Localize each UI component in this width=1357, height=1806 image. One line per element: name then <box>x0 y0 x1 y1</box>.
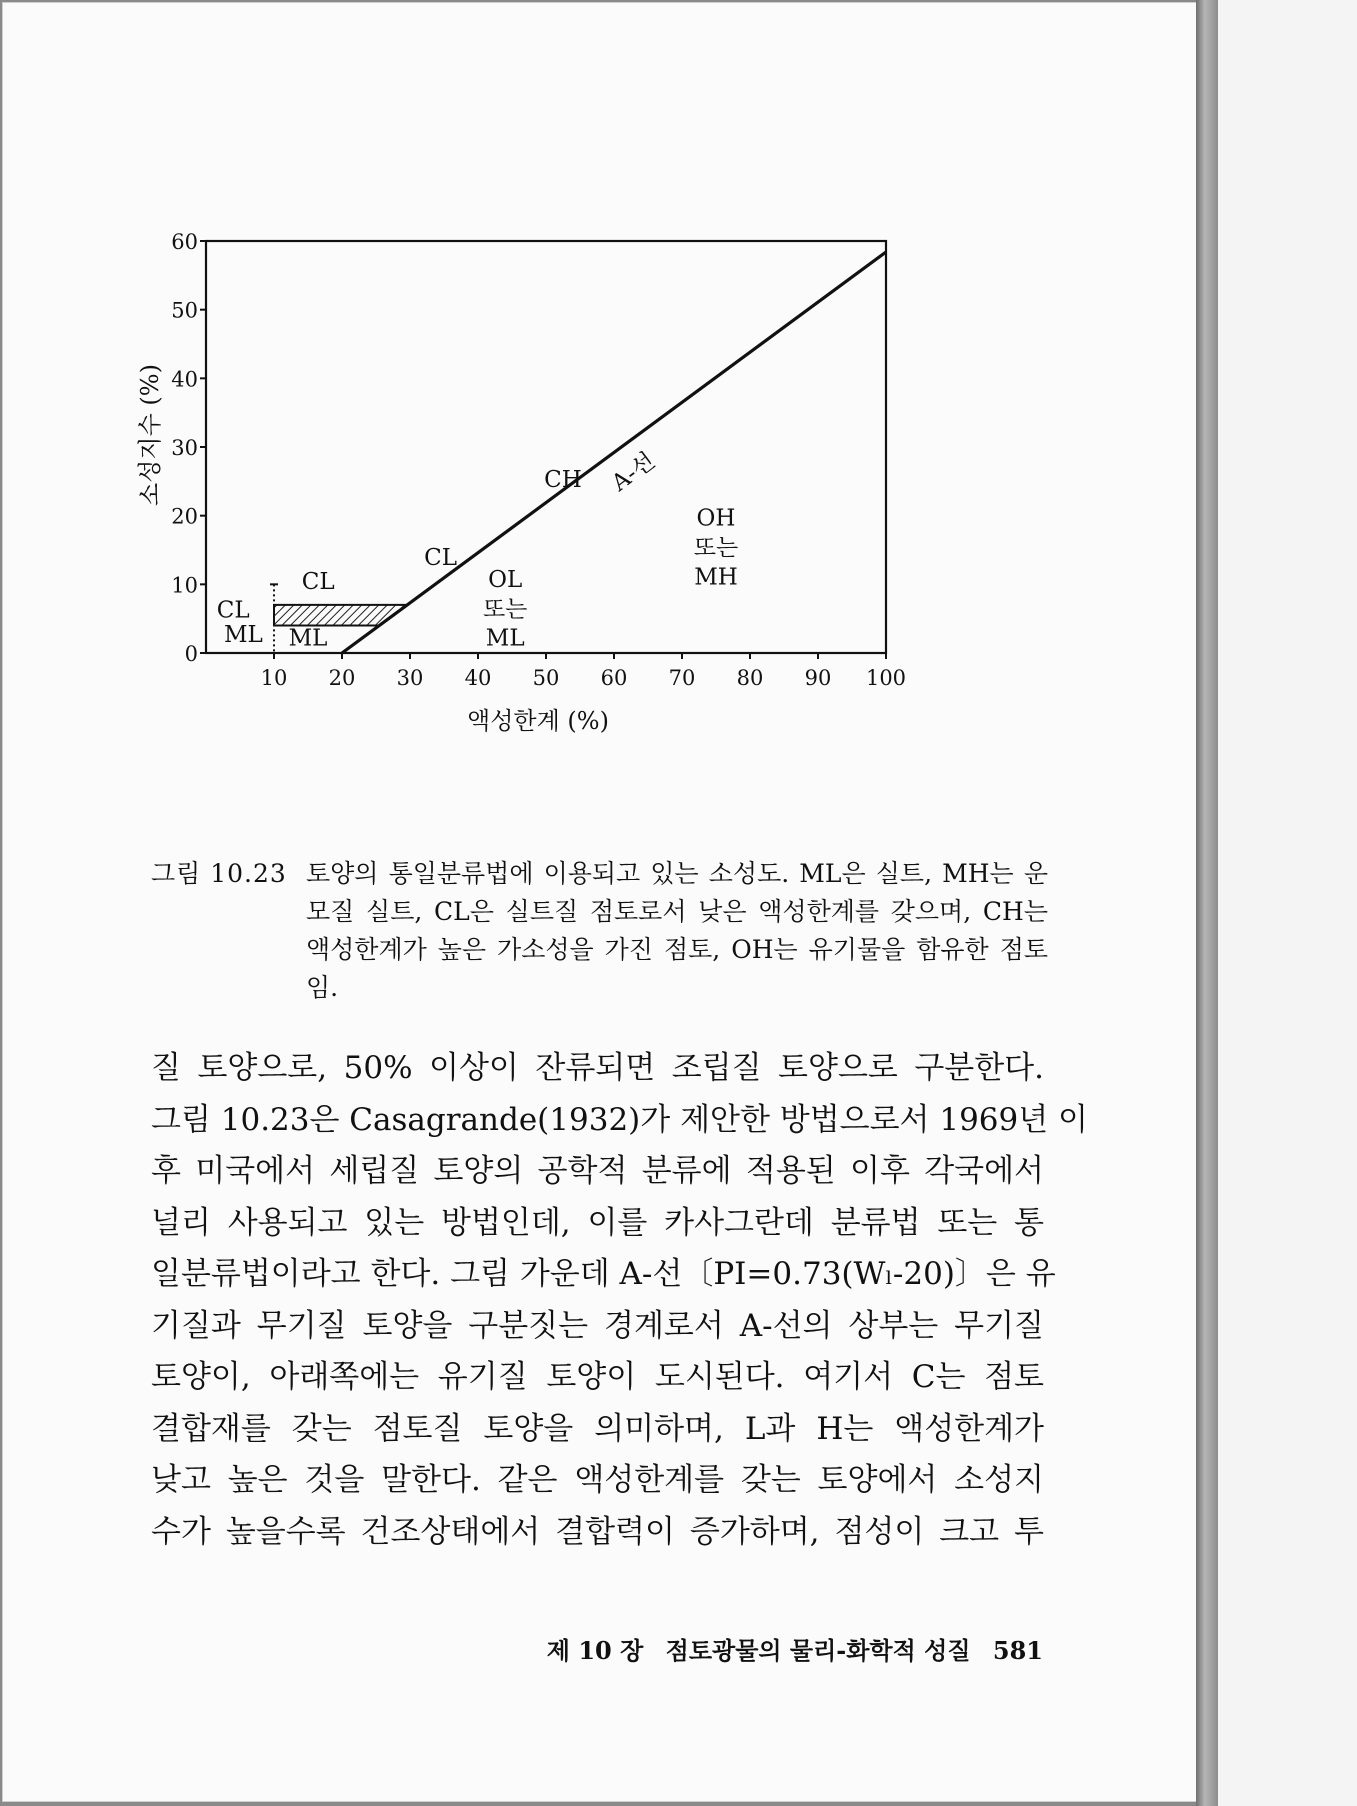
page-number: 581 <box>992 1636 1043 1665</box>
plasticity-chart <box>136 230 1053 843</box>
page-background <box>1218 0 1357 1806</box>
x-tick-label: 100 <box>865 666 907 690</box>
region-label-oh-2: 또는 <box>693 534 739 561</box>
footer-title: 점토광물의 물리-화학적 성질 <box>665 1636 971 1665</box>
region-label-ol-1: OL <box>488 567 523 594</box>
body-line: 토양이, 아래쪽에는 유기질 토양이 도시된다. 여기서 C는 점토 <box>151 1359 1044 1395</box>
y-tick-label: 20 <box>171 504 198 529</box>
region-label-ml-small: ML <box>288 625 328 652</box>
x-tick-label: 30 <box>396 666 424 690</box>
y-tick-label: 0 <box>184 642 198 666</box>
body-line: 결합재를 갖는 점토질 토양을 의미하며, L과 H는 액성한계가 <box>151 1410 1044 1447</box>
footer-chapter: 제 10 장 <box>546 1636 644 1665</box>
region-label-ol-2: 또는 <box>482 596 528 623</box>
body-line: 수가 높을수록 건조상태에서 결합력이 증가하며, 점성이 크고 투 <box>151 1513 1044 1550</box>
x-axis-label: 액성한계 (%) <box>467 707 609 735</box>
x-tick-label: 20 <box>328 666 356 690</box>
page-footer <box>153 1631 1043 1666</box>
x-tick-label: 90 <box>804 666 832 690</box>
x-tick-label: 40 <box>464 666 492 690</box>
x-tick-label: 70 <box>668 666 696 690</box>
chart-root <box>136 230 906 735</box>
body-line: 일분류법이라고 한다. 그림 가운데 A-선〔PI=0.73(Wₗ-20)〕은 유 <box>151 1256 1056 1292</box>
body-line: 널리 사용되고 있는 방법인데, 이를 카사그란데 분류법 또는 통 <box>151 1204 1044 1241</box>
region-label-cl-small: CL <box>301 569 335 596</box>
region-label-oh-3: MH <box>694 564 738 591</box>
caption-label: 그림 10.23 <box>151 859 287 888</box>
body-line: 기질과 무기질 토양을 구분짓는 경계로서 A-선의 상부는 무기질 <box>151 1307 1044 1344</box>
book-spine <box>1196 0 1218 1806</box>
y-tick-label: 50 <box>171 298 198 323</box>
body-line: 그림 10.23은 Casagrande(1932)가 제안한 방법으로서 1969년 이 <box>151 1101 1088 1138</box>
region-label-ch: CH <box>544 466 582 493</box>
book-page <box>2 2 1198 1802</box>
region-label-aline: A-선 <box>607 447 661 497</box>
body-line: 질 토양으로, 50% 이상이 잔류되면 조립질 토양으로 구분한다. <box>151 1050 1044 1086</box>
x-tick-label: 50 <box>532 666 560 690</box>
body-text <box>151 1043 1088 1558</box>
x-tick-label: 80 <box>736 666 764 690</box>
y-tick-label: 60 <box>171 230 198 254</box>
caption-text: 토양의 통일분류법에 이용되고 있는 소성도. ML은 실트, MH는 운모질 실트, CL은 실트질 점토로서 낮은 액성한계를 갖으며, CH는 액성한계가 높은 가소성을 가진 점토, OH는 유기물을 함유한 점토임. <box>306 859 1048 1002</box>
a-line <box>342 252 886 653</box>
body-line: 후 미국에서 세립질 토양의 공학적 분류에 적용된 이후 각국에서 <box>151 1153 1044 1189</box>
body-line: 낮고 높은 것을 말한다. 같은 액성한계를 갖는 토양에서 소성지 <box>151 1462 1044 1498</box>
region-label-ol-3: ML <box>485 625 525 652</box>
y-tick-label: 30 <box>171 436 198 460</box>
x-tick-label: 60 <box>600 666 628 690</box>
region-label-ml-left: ML <box>223 622 263 649</box>
y-axis-label: 소성지수 (%) <box>136 364 164 506</box>
region-label-cl-left: CL <box>216 597 250 624</box>
y-tick-label: 10 <box>171 573 198 598</box>
region-label-oh-1: OH <box>696 505 736 532</box>
y-tick-label: 40 <box>171 367 198 392</box>
cl-ml-hatched-zone <box>274 605 407 626</box>
region-label-cl-upper: CL <box>424 545 458 572</box>
x-tick-label: 10 <box>260 666 288 690</box>
